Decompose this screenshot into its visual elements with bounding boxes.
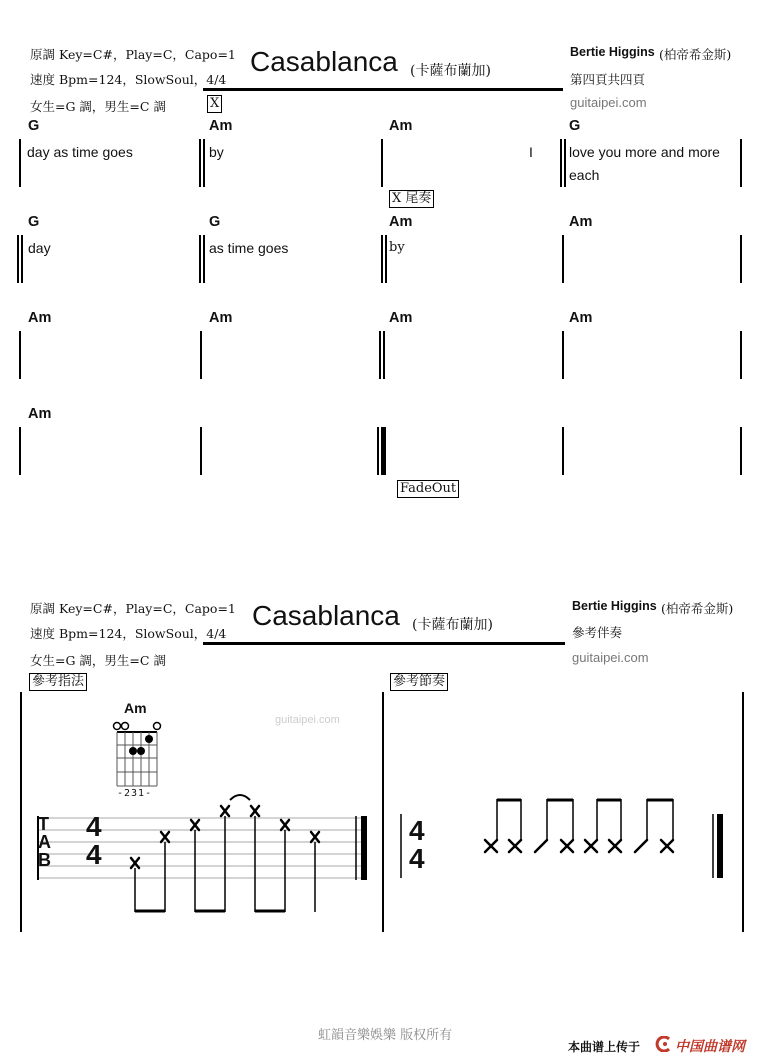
chord: Am bbox=[569, 310, 593, 326]
section-marker-x: X bbox=[207, 95, 222, 113]
barline bbox=[383, 331, 385, 379]
lyric: day bbox=[28, 240, 51, 256]
barline bbox=[379, 331, 381, 379]
page-info: 第四頁共四頁 bbox=[570, 72, 646, 87]
chord: Am bbox=[209, 310, 233, 326]
header-key-line: 原調 Key=C#，Play=C，Capo=1 bbox=[30, 601, 236, 616]
site-name: guitaipei.com bbox=[570, 95, 647, 110]
barline bbox=[381, 235, 383, 283]
chord: Am bbox=[209, 118, 233, 134]
lyric: I bbox=[529, 144, 533, 160]
song-title: Casablanca bbox=[252, 600, 400, 631]
title-underline bbox=[203, 642, 565, 645]
barline bbox=[562, 235, 564, 283]
barline bbox=[199, 139, 201, 187]
header-voice-line: 女生=G 調，男生=C 調 bbox=[30, 99, 166, 114]
watermark: guitaipei.com bbox=[275, 714, 340, 726]
lyric: each bbox=[569, 167, 600, 183]
time-sig-top: 4 bbox=[86, 811, 102, 842]
barline bbox=[564, 139, 566, 187]
tab-letter: T bbox=[38, 814, 49, 834]
time-sig-top: 4 bbox=[409, 815, 425, 846]
barline bbox=[19, 139, 21, 187]
artist-name-cn: (柏帝希金斯) bbox=[661, 601, 734, 616]
fadeout-label: FadeOut bbox=[397, 480, 459, 498]
frame-right-bar bbox=[742, 692, 744, 932]
barline bbox=[381, 139, 383, 187]
tab-staff bbox=[30, 790, 375, 920]
chord: Am bbox=[389, 118, 413, 134]
barline bbox=[740, 139, 742, 187]
site-name: guitaipei.com bbox=[572, 650, 649, 665]
barline bbox=[562, 331, 564, 379]
barline bbox=[560, 139, 562, 187]
chord: G bbox=[28, 118, 40, 134]
header-key-line: 原調 Key=C#，Play=C，Capo=1 bbox=[30, 47, 236, 62]
title-underline bbox=[203, 88, 563, 91]
barline bbox=[740, 235, 742, 283]
frame-left-bar bbox=[20, 692, 22, 932]
chord: G bbox=[28, 214, 40, 230]
barline bbox=[377, 427, 379, 475]
chord: Am bbox=[28, 310, 52, 326]
barline bbox=[203, 235, 205, 283]
barline bbox=[200, 331, 202, 379]
chord: Am bbox=[389, 310, 413, 326]
chord: Am bbox=[569, 214, 593, 230]
am-chord-diagram bbox=[105, 718, 175, 798]
brand-logo-icon bbox=[655, 1036, 673, 1052]
time-signature-tab bbox=[86, 813, 102, 869]
tab-letters bbox=[38, 815, 51, 869]
tab-letter: A bbox=[38, 832, 51, 852]
chord: G bbox=[569, 118, 581, 134]
barline bbox=[199, 235, 201, 283]
barline bbox=[19, 331, 21, 379]
barline bbox=[17, 235, 19, 283]
song-title: Casablanca bbox=[250, 46, 398, 77]
lyric: as time goes bbox=[209, 240, 289, 256]
time-sig-bottom: 4 bbox=[409, 843, 425, 874]
time-signature-rhythm bbox=[409, 817, 425, 873]
chord-fingers: -231- bbox=[117, 788, 153, 799]
barline bbox=[21, 235, 23, 283]
final-barline bbox=[381, 427, 386, 475]
chord-diagram-name: Am bbox=[124, 700, 147, 716]
header-tempo-line: 速度 Bpm=124，SlowSoul，4/4 bbox=[30, 72, 227, 87]
barline bbox=[200, 427, 202, 475]
chord: Am bbox=[389, 214, 413, 230]
copyright-text: 虹韻音樂娛樂 版权所有 bbox=[318, 1028, 453, 1043]
barline bbox=[740, 427, 742, 475]
chord: G bbox=[209, 214, 221, 230]
frame-mid-bar bbox=[382, 692, 384, 932]
song-title-sub: (卡薩布蘭加) bbox=[410, 63, 491, 79]
lyric: by bbox=[389, 240, 405, 255]
upload-text: 本曲谱上传于 bbox=[568, 1040, 641, 1054]
artist-name: Bertie Higgins bbox=[570, 45, 655, 59]
lyric: love you more and more bbox=[569, 144, 720, 160]
lyric: day as time goes bbox=[27, 144, 133, 160]
header-voice-line: 女生=G 調，男生=C 調 bbox=[30, 653, 166, 668]
barline bbox=[385, 235, 387, 283]
lyric: by bbox=[209, 144, 224, 160]
header-tempo-line: 速度 Bpm=124，SlowSoul，4/4 bbox=[30, 626, 227, 641]
time-sig-bottom: 4 bbox=[86, 839, 102, 870]
song-title-sub: (卡薩布蘭加) bbox=[412, 617, 493, 633]
artist-name: Bertie Higgins bbox=[572, 599, 657, 613]
rhythm-label: 參考節奏 bbox=[390, 673, 448, 691]
barline bbox=[19, 427, 21, 475]
brand-name[interactable]: 中国曲谱网 bbox=[675, 1039, 745, 1055]
accompaniment-label: 參考伴奏 bbox=[572, 625, 623, 640]
barline bbox=[740, 331, 742, 379]
tab-letter: B bbox=[38, 850, 51, 870]
fingering-label: 參考指法 bbox=[29, 673, 87, 691]
artist-name-cn: (柏帝希金斯) bbox=[659, 47, 732, 62]
rhythm-staff bbox=[395, 790, 730, 890]
chord: Am bbox=[28, 406, 52, 422]
barline bbox=[562, 427, 564, 475]
section-marker-outro: X 尾奏 bbox=[389, 190, 434, 208]
barline bbox=[203, 139, 205, 187]
